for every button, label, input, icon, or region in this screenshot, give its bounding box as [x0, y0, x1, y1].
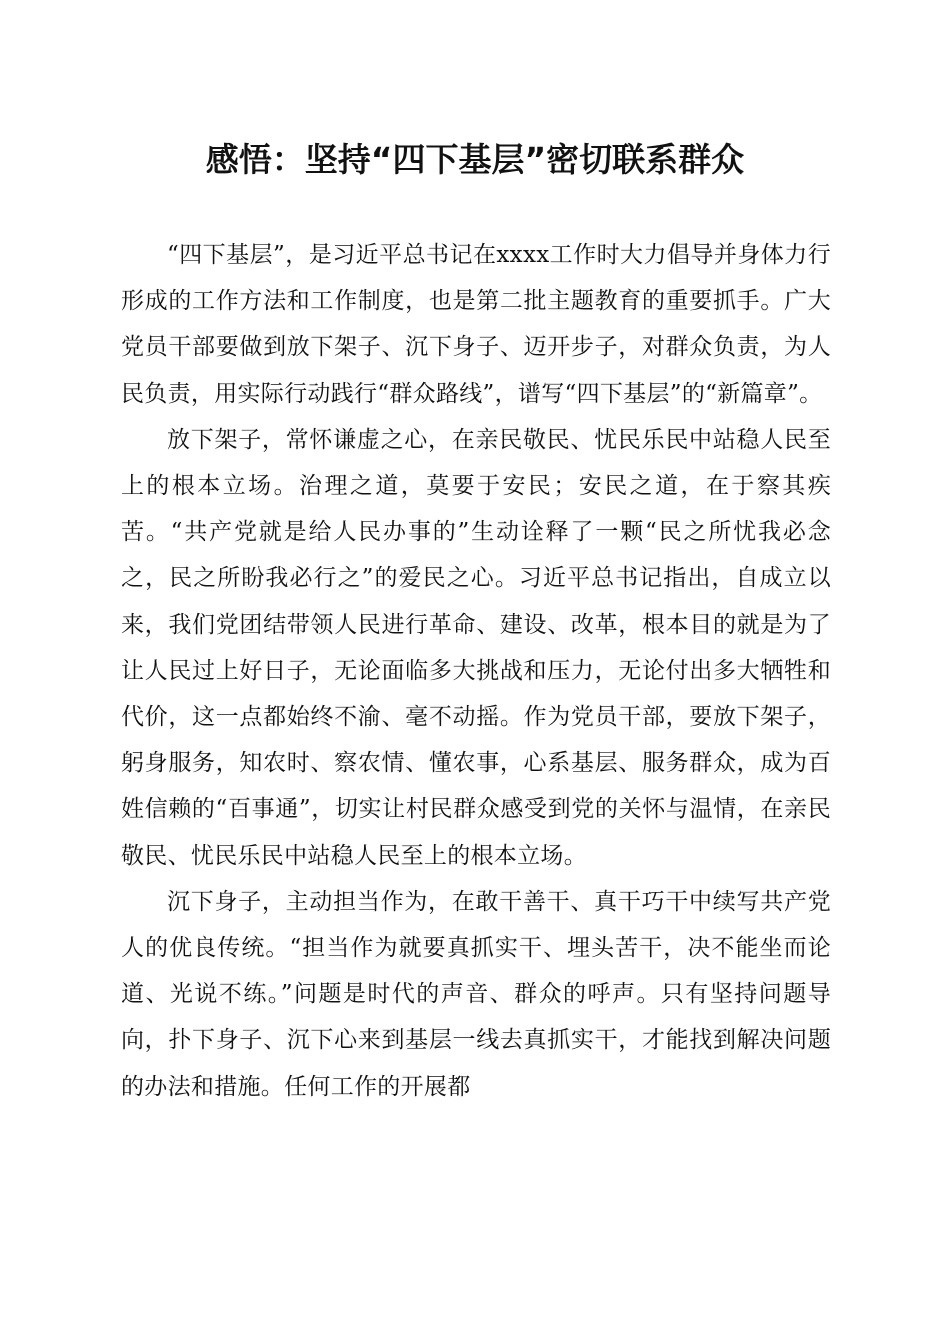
paragraph-intro: “四下基层”，是习近平总书记在xxxx工作时大力倡导并身体力行形成的工作方法和工作制度，也是第二批主题教育的重要抓手。广大党员干部要做到放下架子、沉下身子、迈开步子，对群众负责，为人民负责，用实际行动践行“群众路线”，谱写“四下基层”的“新篇章”。 [121, 242, 831, 407]
document-title: 感悟：坚持“四下基层”密切联系群众 [205, 140, 745, 179]
document-body [121, 232, 831, 1110]
paragraph-put-down-airs: 放下架子，常怀谦虚之心，在亲民敬民、忧民乐民中站稳人民至上的根本立场。治理之道，莫要于安民；安民之道，在于察其疾苦。“共产党就是给人民办事的”生动诠释了一颗“民之所忧我必念之，民之所盼我必行之”的爱民之心。习近平总书记指出，自成立以来，我们党团结带领人民进行革命、建设、改革，根本目的就是为了让人民过上好日子，无论面临多大挑战和压力，无论付出多大牺牲和代价，这一点都始终不渝、毫不动摇。作为党员干部，要放下架子，躬身服务，知农时、察农情、懂农事，心系基层、服务群众，成为百姓信赖的“百事通”，切实让村民群众感受到党的关怀与温情，在亲民敬民、忧民乐民中站稳人民至上的根本立场。 [121, 426, 831, 869]
paragraph-get-down-to-work: 沉下身子，主动担当作为，在敢干善干、真干巧干中续写共产党人的优良传统。“担当作为就要真抓实干、埋头苦干，决不能坐而论道、光说不练。”问题是时代的声音、群众的呼声。只有坚持问题导向，扑下身子、沉下心来到基层一线去真抓实干，才能找到解决问题的办法和措施。任何工作的开展都 [121, 888, 831, 1100]
